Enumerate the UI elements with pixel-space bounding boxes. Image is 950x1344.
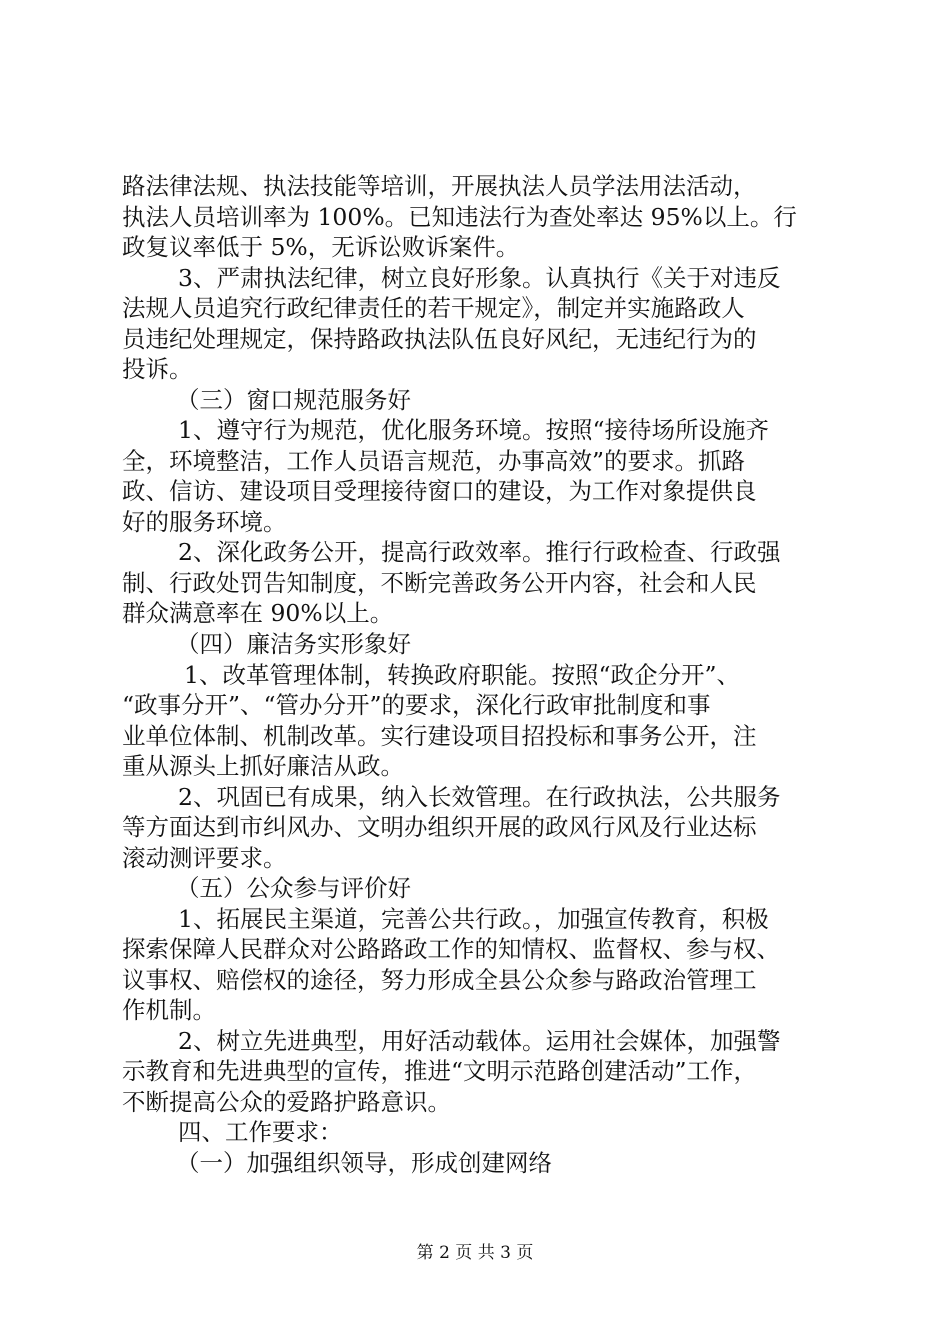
- section-heading: （一）加强组织领导，形成创建网络: [176, 1149, 552, 1177]
- text-line: 投诉。: [122, 355, 193, 383]
- text-line: 探索保障人民群众对公路路政工作的知情权、监督权、参与权、: [122, 935, 780, 963]
- text-line: 全，环境整洁，工作人员语言规范，办事高效”的要求。抓路: [122, 447, 746, 475]
- text-line: 政复议率低于 5%，无诉讼败诉案件。: [122, 233, 520, 261]
- text-line: 制、行政处罚告知制度，不断完善政务公开内容，社会和人民: [122, 569, 757, 597]
- text-line: 等方面达到市纠风办、文明办组织开展的政风行风及行业达标: [122, 813, 757, 841]
- text-line: 1、改革管理体制，转换政府职能。按照“政企分开”、: [184, 661, 740, 689]
- text-line: 议事权、赔偿权的途径，努力形成全县公众参与路政治管理工: [122, 966, 757, 994]
- text-line: 重从源头上抓好廉洁从政。: [122, 752, 404, 780]
- text-line: 2、树立先进典型，用好活动载体。运用社会媒体，加强警: [178, 1027, 781, 1055]
- section-heading: （三）窗口规范服务好: [176, 386, 411, 414]
- section-heading: 四、工作要求：: [178, 1118, 343, 1146]
- text-line: 执法人员培训率为 100%。已知违法行为查处率达 95%以上。行: [122, 203, 797, 231]
- text-line: 群众满意率在 90%以上。: [122, 599, 394, 627]
- text-line: 法规人员追究行政纪律责任的若干规定》，制定并实施路政人: [122, 294, 745, 322]
- text-line: 1、拓展民主渠道，完善公共行政。，加强宣传教育，积极: [178, 905, 769, 933]
- text-line: 好的服务环境。: [122, 508, 287, 536]
- text-line: 3、严肃执法纪律，树立良好形象。认真执行《关于对违反: [178, 264, 781, 292]
- text-line: 作机制。: [122, 996, 216, 1024]
- text-line: 不断提高公众的爱路护路意识。: [122, 1088, 451, 1116]
- text-line: 滚动测评要求。: [122, 844, 287, 872]
- section-heading: （四）廉洁务实形象好: [176, 630, 411, 658]
- text-line: 路法律法规、执法技能等培训，开展执法人员学法用法活动，: [122, 172, 757, 200]
- page-footer: 第 2 页 共 3 页: [416, 1243, 534, 1263]
- text-line: 员违纪处理规定，保持路政执法队伍良好风纪，无违纪行为的: [122, 325, 757, 353]
- section-heading: （五）公众参与评价好: [176, 874, 411, 902]
- text-line: 政、信访、建设项目受理接待窗口的建设，为工作对象提供良: [122, 477, 757, 505]
- text-line: “政事分开”、“管办分开”的要求，深化行政审批制度和事: [122, 691, 711, 719]
- text-line: 1、遵守行为规范，优化服务环境。按照“接待场所设施齐: [178, 416, 769, 444]
- text-line: 2、深化政务公开，提高行政效率。推行行政检查、行政强: [178, 538, 781, 566]
- text-line: 示教育和先进典型的宣传，推进“文明示范路创建活动”工作，: [122, 1057, 758, 1085]
- text-line: 2、巩固已有成果，纳入长效管理。在行政执法，公共服务: [178, 783, 781, 811]
- text-line: 业单位体制、机制改革。实行建设项目招投标和事务公开，注: [122, 722, 757, 750]
